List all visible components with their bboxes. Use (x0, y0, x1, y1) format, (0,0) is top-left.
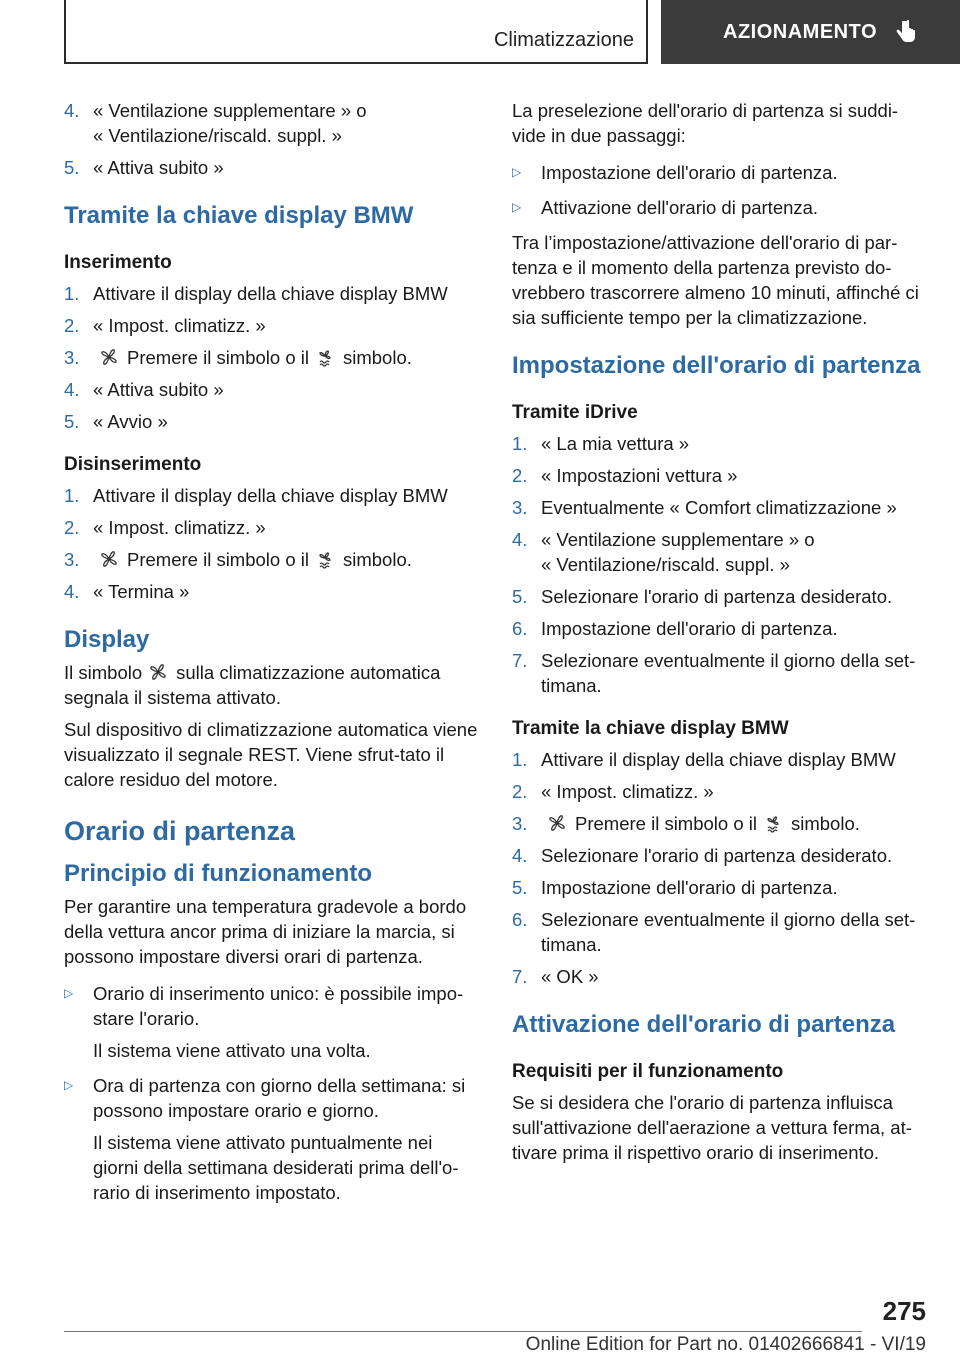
step-text: « Impost. climatizz. » (541, 781, 714, 802)
triangle-bullet-icon: ▷ (64, 986, 74, 1000)
subheading-disinserimento: Disinserimento (64, 454, 202, 475)
fan-icon (148, 662, 168, 682)
step-text: « Ventilazione supplementare » o (541, 529, 815, 550)
step-text: « Ventilazione supplementare » o (93, 100, 367, 121)
list-item (512, 431, 928, 456)
list-item (64, 515, 480, 540)
list-item (64, 281, 480, 306)
display-paragraph: Il simbolo sulla climatizzazione automatica segnala il sistema attivato. (64, 662, 441, 708)
principio-paragraph: Per garantire una temperatura gradevole a bordo della vettura ancor prima di iniziare la marcia, si possono impostare diversi orari di partenza. (64, 896, 467, 967)
step-text: Premere il simbolo o il (575, 813, 757, 834)
step-text: Selezionare l'orario di partenza desiderato. (541, 845, 893, 866)
step-number: 5. (512, 586, 528, 607)
step-number: 6. (512, 909, 528, 930)
list-item (512, 843, 928, 868)
fan-icon (99, 549, 119, 569)
bullet-text: Impostazione dell'orario di partenza. (541, 162, 838, 183)
list-item (64, 579, 480, 604)
step-text: « Attiva subito » (93, 379, 224, 400)
step-text: Impostazione dell'orario di partenza. (541, 877, 838, 898)
section-title: Climatizzazione (493, 29, 634, 51)
step-text: « Impost. climatizz. » (93, 517, 266, 538)
step-text: Premere il simbolo o il (127, 347, 309, 368)
heating-icon (315, 549, 335, 569)
list-item (512, 463, 928, 488)
step-number: 3. (512, 813, 528, 834)
heading-principio: Principio di funzionamento (64, 860, 372, 887)
step-number: 2. (64, 517, 80, 538)
step-text: Attivare il display della chiave display BMW (93, 283, 448, 304)
step-text: « Attiva subito » (93, 157, 224, 178)
triangle-bullet-icon: ▷ (512, 165, 522, 179)
heading-orario-partenza: Orario di partenza (64, 816, 296, 846)
bullet-text: Orario di inserimento unico: è possibile impo-stare l'orario. (93, 983, 464, 1029)
list-item (512, 779, 928, 804)
step-number: 4. (64, 379, 80, 400)
heading-attivazione: Attivazione dell'orario di partenza (512, 1011, 896, 1038)
chapter-tab (661, 0, 960, 64)
step-text: « Impostazioni vettura » (541, 465, 738, 486)
step-text: Attivare il display della chiave display BMW (93, 485, 448, 506)
heating-icon (763, 813, 783, 833)
step-text: Selezionare eventualmente il giorno della set-timana. (541, 909, 916, 955)
list-item (64, 313, 480, 338)
fan-icon (547, 813, 567, 833)
step-text: Attivare il display della chiave display BMW (541, 749, 896, 770)
bullet-text: Ora di partenza con giorno della settimana: si possono impostare orario e giorno. (93, 1075, 466, 1121)
heading-display-key: Tramite la chiave display BMW (64, 202, 414, 229)
list-item (512, 160, 928, 185)
page-number: 275 (882, 1296, 926, 1326)
step-number: 5. (512, 877, 528, 898)
list-item (64, 547, 480, 572)
step-number: 7. (512, 966, 528, 987)
triangle-bullet-icon: ▷ (64, 1078, 74, 1092)
bullet-subtext: Il sistema viene attivato puntualmente nei giorni della settimana desiderati prima dell'o-rario di inserimento impostato. (93, 1132, 459, 1203)
step-text: « Avvio » (93, 411, 168, 432)
step-number: 4. (512, 845, 528, 866)
bullet-text: Attivazione dell'orario di partenza. (541, 197, 819, 218)
list-item (512, 527, 928, 577)
list-item (512, 964, 928, 989)
step-text: simbolo. (342, 549, 412, 570)
fan-icon (99, 347, 119, 367)
step-text: « La mia vettura » (541, 433, 690, 454)
step-text: « Impost. climatizz. » (93, 315, 266, 336)
list-item (512, 907, 928, 957)
step-text: Impostazione dell'orario di partenza. (541, 618, 838, 639)
step-number: 4. (64, 581, 80, 602)
heating-icon (315, 347, 335, 367)
step-number: 5. (64, 157, 80, 178)
list-item (64, 409, 480, 434)
footer-divider (64, 1331, 862, 1332)
list-item (64, 377, 480, 402)
list-item (64, 483, 480, 508)
step-number: 4. (512, 529, 528, 550)
step-number: 2. (64, 315, 80, 336)
step-text: simbolo. (790, 813, 860, 834)
step-text: « Termina » (93, 581, 190, 602)
step-text: Selezionare eventualmente il giorno della set-timana. (541, 650, 916, 696)
left-column (64, 98, 480, 1212)
heading-impostazione: Impostazione dell'orario di partenza (512, 352, 921, 379)
requisiti-paragraph: Se si desidera che l'orario di partenza influisca sull'attivazione dell'aerazione a vettura ferma, at-tivare prima il rispettivo orario di inserimento. (512, 1092, 912, 1163)
step-text: « Ventilazione/riscald. suppl. » (93, 125, 342, 146)
list-item (64, 155, 480, 180)
right-column (512, 98, 928, 1172)
subheading-inserimento: Inserimento (64, 252, 172, 273)
step-number: 2. (512, 465, 528, 486)
step-text: simbolo. (342, 347, 412, 368)
list-item (64, 98, 480, 148)
bullet-subtext: Il sistema viene attivato una volta. (93, 1040, 371, 1061)
step-number: 1. (512, 433, 528, 454)
heading-display: Display (64, 626, 150, 653)
edition-info: Online Edition for Part no. 01402666841 - VI/19 (525, 1334, 926, 1355)
step-text: Eventualmente « Comfort climatizzazione » (541, 497, 897, 518)
step-number: 3. (512, 497, 528, 518)
list-item (512, 811, 928, 836)
list-item (512, 747, 928, 772)
step-number: 5. (64, 411, 80, 432)
list-item (512, 584, 928, 609)
list-item (512, 195, 928, 220)
step-number: 1. (512, 749, 528, 770)
step-number: 6. (512, 618, 528, 639)
step-text: Selezionare l'orario di partenza desiderato. (541, 586, 893, 607)
chapter-tab-label: AZIONAMENTO (723, 20, 878, 43)
step-number: 3. (64, 549, 80, 570)
step-text: « OK » (541, 966, 599, 987)
step-number: 4. (64, 100, 80, 121)
step-number: 1. (64, 485, 80, 506)
triangle-bullet-icon: ▷ (512, 200, 522, 214)
list-item (64, 981, 480, 1063)
list-item (64, 345, 480, 370)
step-text: Premere il simbolo o il (127, 549, 309, 570)
display-paragraph-rest: Sul dispositivo di climatizzazione automatica viene visualizzato il segnale REST. Viene sfrut-tato il calore residuo del motore. (64, 719, 478, 790)
subheading-display-key: Tramite la chiave display BMW (512, 718, 789, 739)
subheading-requisiti: Requisiti per il funzionamento (512, 1061, 784, 1082)
step-number: 3. (64, 347, 80, 368)
list-item (512, 495, 928, 520)
subheading-idrive: Tramite iDrive (512, 402, 638, 423)
hand-pointer-icon (893, 19, 917, 45)
step-text: « Ventilazione/riscald. suppl. » (541, 554, 790, 575)
step-number: 7. (512, 650, 528, 671)
step-number: 2. (512, 781, 528, 802)
list-item (512, 648, 928, 698)
list-item (64, 1073, 480, 1205)
list-item (512, 875, 928, 900)
list-item (512, 616, 928, 641)
step-number: 1. (64, 283, 80, 304)
timing-paragraph: Tra l’impostazione/attivazione dell'orario di par-tenza e il momento della partenza previsto do-vrebbero trascorrere almeno 10 minuti, affinché ci sia sufficiente tempo per la climatizzazione. (512, 232, 919, 328)
intro-paragraph: La preselezione dell'orario di partenza si suddi-vide in due passaggi: (512, 100, 899, 146)
